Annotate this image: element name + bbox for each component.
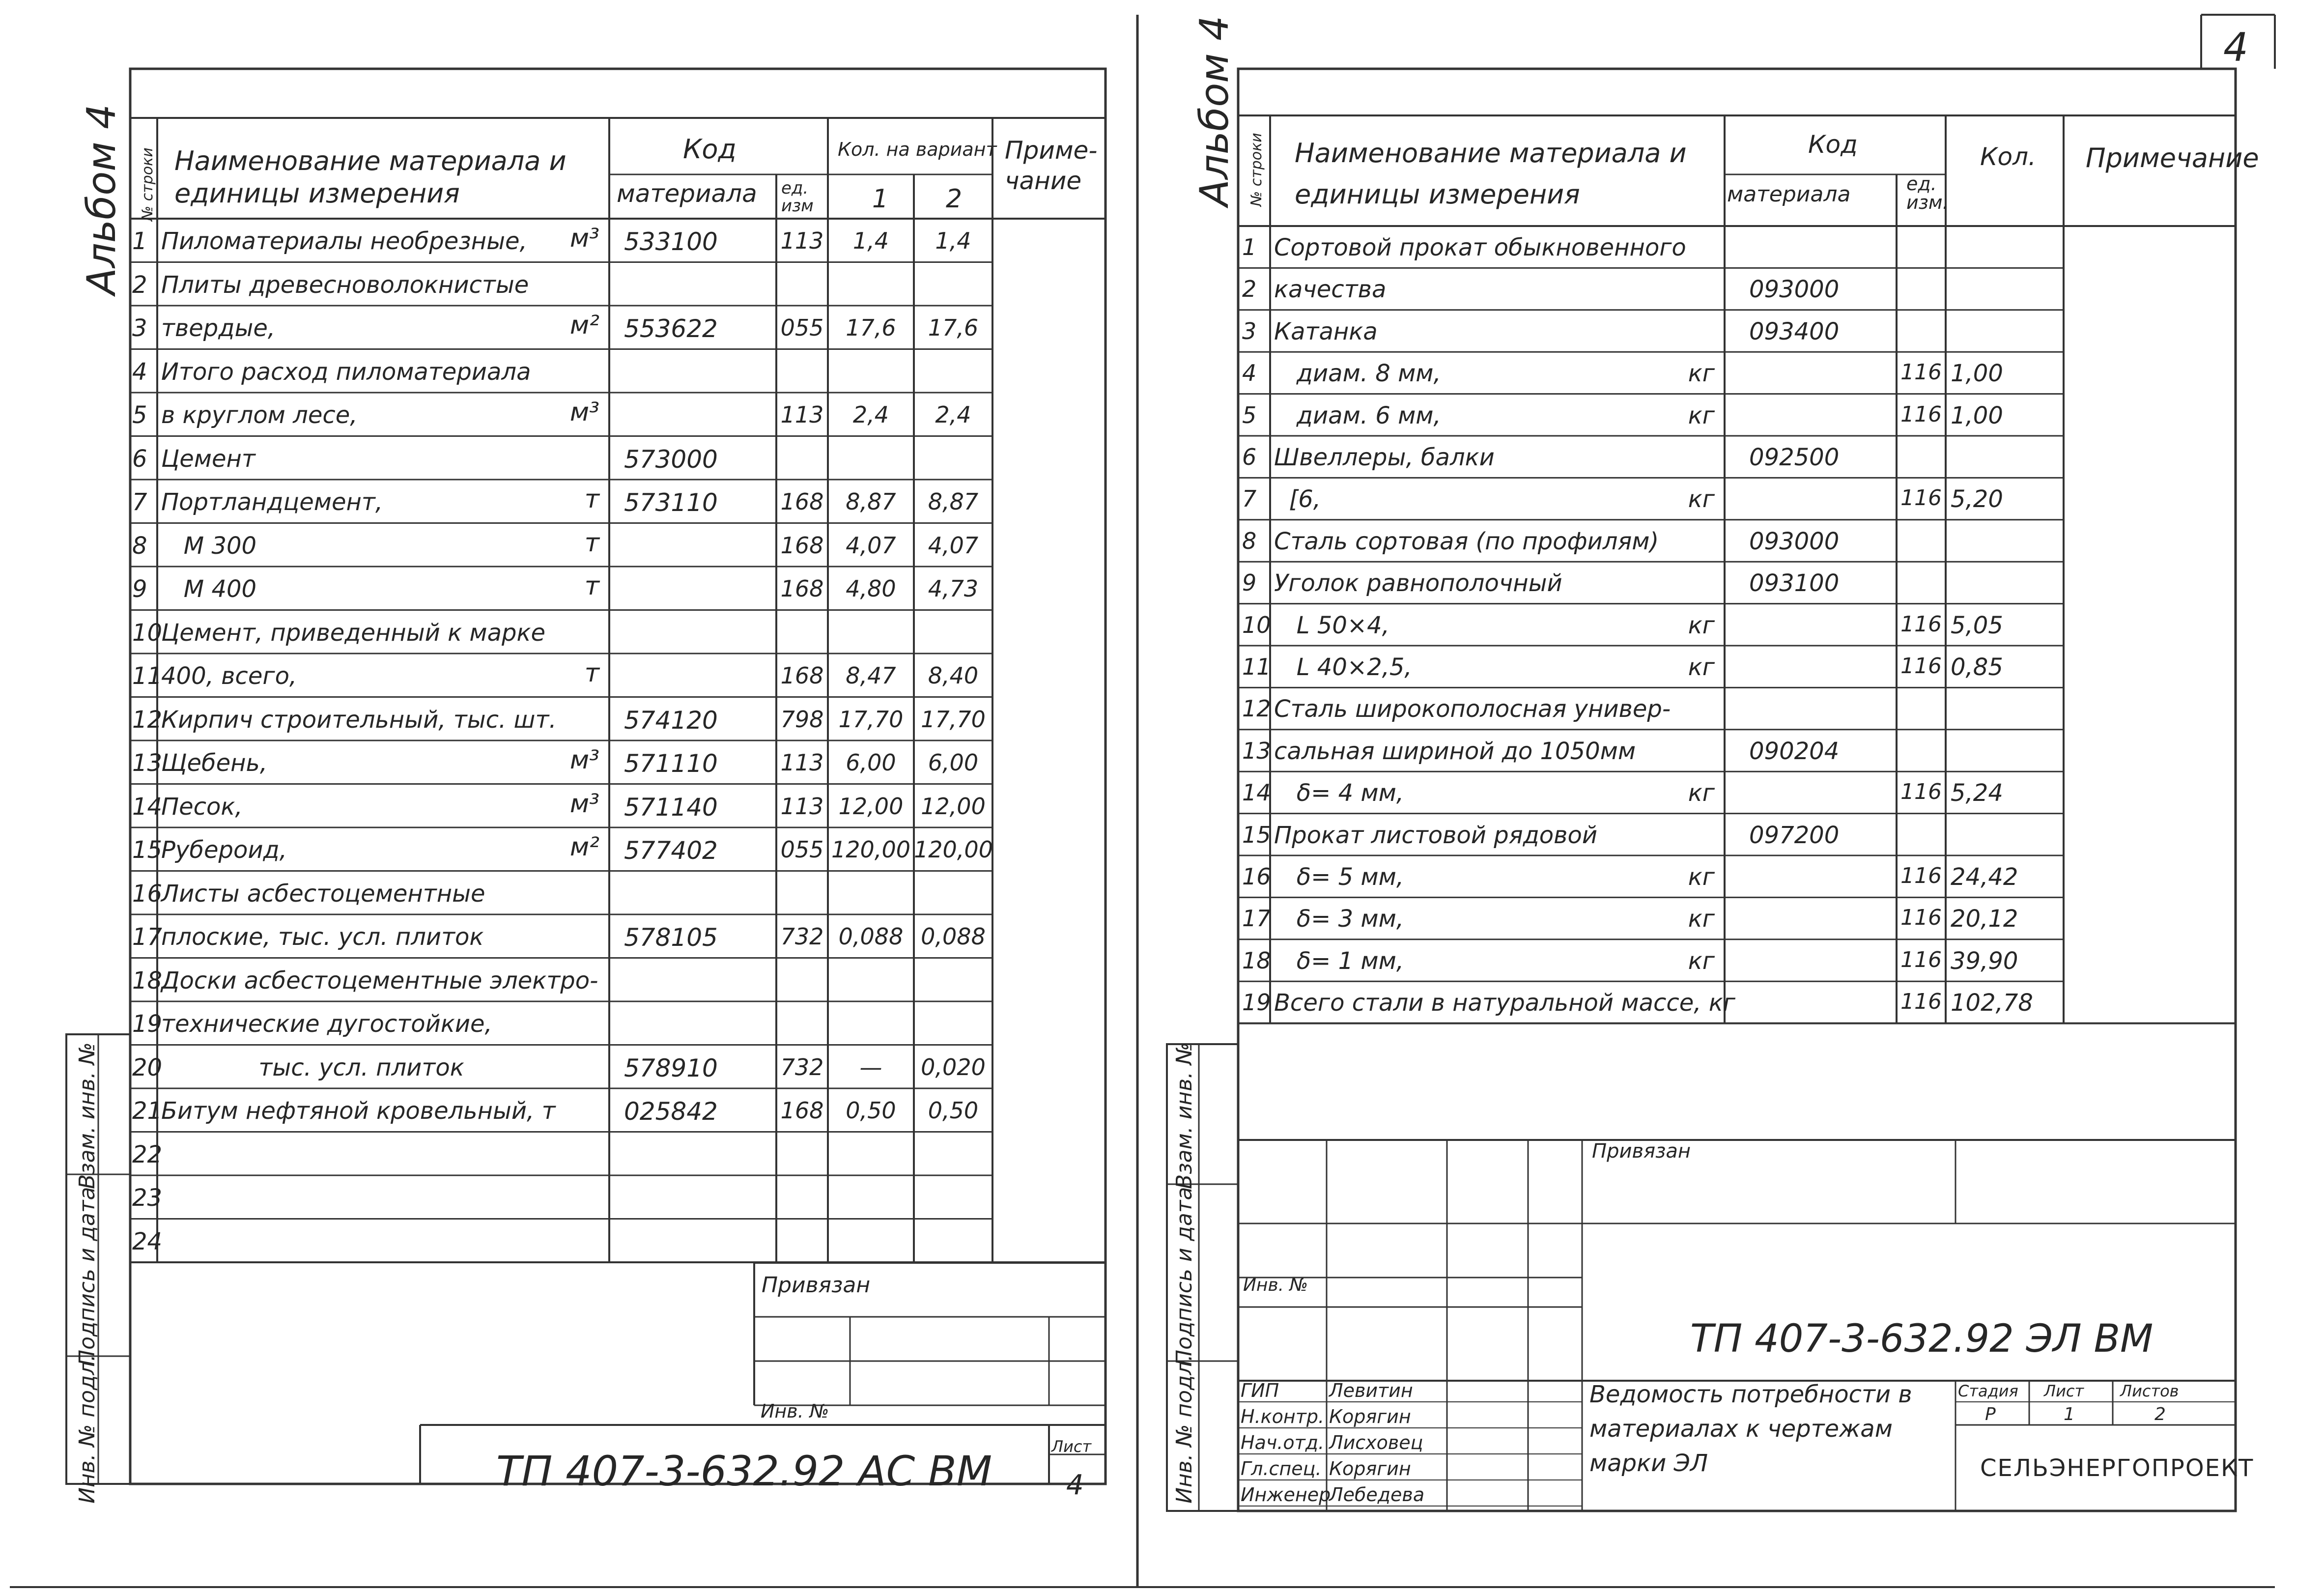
qty-var2: 8,40 <box>928 662 979 689</box>
material-code: 097200 <box>1749 821 1840 849</box>
material-name: диам. 8 мм, <box>1274 360 1441 388</box>
material-name: Цемент <box>161 445 255 473</box>
material-unit: кг <box>1688 779 1715 807</box>
qty-value: 1,00 <box>1951 401 2003 429</box>
material-name: Прокат листовой рядовой <box>1274 821 1598 849</box>
row-number: 9 <box>1242 569 1257 597</box>
stamp-sheet: 1 <box>2064 1404 2075 1424</box>
qty-value: 39,90 <box>1951 947 2018 975</box>
unit-code: 168 <box>780 662 824 689</box>
unit-code: 116 <box>1900 863 1942 888</box>
stamp-privyazan: Привязан <box>762 1273 871 1298</box>
stamp-role: ГИП <box>1241 1380 1279 1401</box>
material-name: качества <box>1274 276 1387 304</box>
header-qty: Кол. на вариант <box>838 139 997 160</box>
row-number: 17 <box>132 923 163 951</box>
row-number: 9 <box>132 575 147 603</box>
row-number: 3 <box>1242 317 1257 344</box>
row-number: 23 <box>132 1184 163 1212</box>
material-name: L 50×4, <box>1274 611 1389 639</box>
material-unit: кг <box>1688 611 1715 639</box>
qty-var1: 8,47 <box>846 662 896 689</box>
qty-var1: 120,00 <box>831 836 910 863</box>
header-var1: 1 <box>872 184 889 214</box>
material-name: Итого расход пиломатериала <box>161 358 531 386</box>
header-note: Приме- чание <box>1005 136 1098 195</box>
unit-code: 055 <box>780 836 824 863</box>
material-name: Доски асбестоцементные электро- <box>161 967 598 995</box>
document-code: ТП 407-3-632.92 АС ВМ <box>496 1447 992 1495</box>
row-number: 12 <box>132 706 163 734</box>
row-number: 18 <box>1242 947 1271 974</box>
unit-code: 055 <box>780 314 824 341</box>
material-unit: м³ <box>569 224 599 253</box>
qty-var2: 2,4 <box>935 401 971 428</box>
row-number: 10 <box>1242 611 1271 638</box>
header-code-material: материала <box>1727 182 1851 207</box>
qty-var2: 0,088 <box>921 923 986 950</box>
stamp-role: Инженер <box>1241 1484 1331 1506</box>
material-name: Сталь широкополосная универ- <box>1274 695 1671 723</box>
material-code: 571110 <box>624 749 718 778</box>
material-name: Песок, <box>161 793 243 821</box>
header-name: Наименование материала и единицы измерения <box>1295 138 1687 210</box>
unit-code: 168 <box>780 532 824 559</box>
stamp-name: Левитин <box>1329 1380 1413 1401</box>
material-unit: м³ <box>569 398 599 427</box>
row-number: 16 <box>132 880 163 908</box>
material-name: δ= 3 мм, <box>1274 905 1404 933</box>
material-name: Пиломатериалы необрезные, <box>161 227 527 255</box>
row-number: 8 <box>132 532 147 560</box>
qty-var2: 8,87 <box>928 488 979 515</box>
header-code: Код <box>1808 130 1858 159</box>
qty-value: 5,24 <box>1951 779 2003 807</box>
unit-code: 116 <box>1900 905 1942 931</box>
row-number: 11 <box>1242 654 1271 680</box>
qty-var2: 0,50 <box>928 1097 979 1124</box>
material-code: 093100 <box>1749 569 1840 597</box>
qty-var1: 12,00 <box>838 793 904 820</box>
qty-var2: 0,020 <box>921 1053 986 1080</box>
stamp-name: Корягин <box>1329 1406 1411 1427</box>
qty-var1: 17,6 <box>846 314 896 341</box>
stamp-sheet-label: Лист <box>1051 1437 1092 1456</box>
row-number: 12 <box>1242 695 1271 722</box>
header-qty: Кол. <box>1980 142 2036 171</box>
material-name: твердые, <box>161 314 276 342</box>
unit-code: 116 <box>1900 989 1942 1015</box>
material-name: δ= 4 мм, <box>1274 779 1404 807</box>
stamp-sheet-label: Лист <box>2044 1382 2084 1400</box>
stamp-inv: Инв. № <box>761 1400 829 1422</box>
material-name: δ= 5 мм, <box>1274 863 1404 891</box>
material-unit: кг <box>1688 485 1715 513</box>
material-code: 573110 <box>624 488 718 517</box>
qty-value: 5,20 <box>1951 485 2003 513</box>
header-code-unit: ед. изм <box>781 178 814 216</box>
material-name: Сталь сортовая (по профилям) <box>1274 527 1659 555</box>
unit-code: 798 <box>780 706 824 733</box>
material-name: технические дугостойкие, <box>161 1010 492 1038</box>
material-code: 578910 <box>624 1053 718 1082</box>
qty-var1: 0,088 <box>838 923 904 950</box>
stamp-stage: Р <box>1985 1404 1996 1424</box>
unit-code: 168 <box>780 1097 824 1124</box>
material-name: Плиты древесноволокнистые <box>161 271 529 299</box>
material-name: сальная шириной до 1050мм <box>1274 737 1636 765</box>
material-name: Листы асбестоцементные <box>161 880 485 908</box>
row-number: 5 <box>1242 401 1257 428</box>
row-number: 16 <box>1242 863 1271 890</box>
side-label-inv-podl: Инв. № подл. <box>75 1354 100 1504</box>
material-unit: кг <box>1688 947 1715 975</box>
material-name: в круглом лесе, <box>161 401 358 429</box>
qty-var2: 12,00 <box>921 793 986 820</box>
unit-code: 116 <box>1900 654 1942 679</box>
material-name: Портландцемент, <box>161 488 383 516</box>
stamp-role: Нач.отд. <box>1241 1432 1325 1453</box>
header-code: Код <box>683 134 737 165</box>
stamp-sheets: 2 <box>2154 1404 2166 1424</box>
document-code: ТП 407-3-632.92 ЭЛ ВМ <box>1690 1317 2154 1361</box>
unit-code: 113 <box>780 793 824 820</box>
qty-var1: 0,50 <box>846 1097 896 1124</box>
material-name: М 300 <box>161 532 257 560</box>
material-name: [6, <box>1274 485 1321 513</box>
side-label-inv-podl: Инв. № подл. <box>1172 1354 1197 1504</box>
material-name: Кирпич строительный, тыс. шт. <box>161 706 557 734</box>
row-number: 19 <box>132 1010 163 1038</box>
stamp-name: Лебедева <box>1329 1484 1425 1506</box>
unit-code: 113 <box>780 749 824 776</box>
row-number: 2 <box>132 271 147 299</box>
material-code: 571140 <box>624 793 718 822</box>
material-code: 093000 <box>1749 276 1840 304</box>
material-code: 578105 <box>624 923 718 952</box>
row-number: 1 <box>1242 234 1257 260</box>
qty-var2: 17,70 <box>921 706 986 733</box>
material-code: 574120 <box>624 706 718 735</box>
row-number: 15 <box>132 836 163 864</box>
album-label: Альбом 4 <box>79 104 124 295</box>
material-name: Щебень, <box>161 749 268 777</box>
qty-value: 1,00 <box>1951 360 2003 388</box>
row-number: 1 <box>132 227 147 255</box>
material-name: Битум нефтяной кровельный, т <box>161 1097 556 1125</box>
material-code: 093400 <box>1749 317 1840 345</box>
row-number: 13 <box>132 749 163 777</box>
row-number: 20 <box>132 1053 163 1081</box>
row-number: 11 <box>132 662 163 690</box>
side-label-vzam: Взам. инв. № <box>75 1042 100 1189</box>
material-name: Рубероид, <box>161 836 287 864</box>
material-unit: кг <box>1688 654 1715 681</box>
qty-var2: 4,07 <box>928 532 979 559</box>
row-number: 18 <box>132 967 163 995</box>
material-name: Швеллеры, балки <box>1274 444 1495 471</box>
material-code: 533100 <box>624 227 718 256</box>
qty-var1: 2,4 <box>852 401 889 428</box>
row-number: 19 <box>1242 989 1271 1016</box>
material-code: 025842 <box>624 1097 718 1126</box>
row-number: 7 <box>132 488 147 516</box>
material-code: 092500 <box>1749 444 1840 471</box>
material-name: Всего стали в натуральной массе, кг <box>1274 989 1736 1017</box>
material-unit: кг <box>1688 401 1715 429</box>
qty-var2: 120,00 <box>914 836 993 863</box>
material-code: 577402 <box>624 836 718 865</box>
material-unit: кг <box>1688 360 1715 388</box>
qty-var2: 6,00 <box>928 749 979 776</box>
row-number: 14 <box>132 793 163 821</box>
qty-var2: 1,4 <box>935 227 971 254</box>
material-name: L 40×2,5, <box>1274 654 1412 681</box>
row-number: 5 <box>132 401 147 429</box>
side-label-vzam: Взам. инв. № <box>1172 1042 1197 1189</box>
row-number: 24 <box>132 1227 163 1255</box>
qty-value: 24,42 <box>1951 863 2018 891</box>
qty-value: 5,05 <box>1951 611 2003 639</box>
row-number: 8 <box>1242 527 1257 554</box>
material-unit: т <box>584 484 599 514</box>
row-number: 6 <box>1242 444 1257 470</box>
qty-var1: 4,07 <box>846 532 896 559</box>
unit-code: 116 <box>1900 611 1942 637</box>
unit-code: 168 <box>780 575 824 602</box>
unit-code: 168 <box>780 488 824 515</box>
material-code: 553622 <box>624 314 718 343</box>
material-code: 573000 <box>624 445 718 474</box>
row-number: 2 <box>1242 276 1257 303</box>
row-number: 17 <box>1242 905 1271 932</box>
stamp-name: Лисховец <box>1329 1432 1423 1453</box>
row-number: 15 <box>1242 821 1271 848</box>
qty-value: 0,85 <box>1951 654 2003 681</box>
qty-var1: — <box>859 1053 882 1080</box>
row-number: 10 <box>132 619 163 647</box>
stamp-sheets-label: Листов <box>2120 1382 2179 1400</box>
material-unit: м³ <box>569 745 599 775</box>
unit-code: 732 <box>780 923 824 950</box>
material-name: М 400 <box>161 575 257 603</box>
material-unit: м³ <box>569 789 599 819</box>
stamp-privyazan: Привязан <box>1592 1140 1691 1163</box>
qty-var1: 8,87 <box>846 488 896 515</box>
qty-var1: 1,4 <box>852 227 889 254</box>
material-name: диам. 6 мм, <box>1274 401 1441 429</box>
material-name: Уголок равнополочный <box>1274 569 1562 597</box>
qty-var2: 4,73 <box>928 575 979 602</box>
material-name: 400, всего, <box>161 662 297 690</box>
material-unit: т <box>584 528 599 558</box>
header-var2: 2 <box>946 184 963 214</box>
material-unit: т <box>584 658 599 688</box>
stamp-title-1: Ведомость потребности в <box>1589 1381 1912 1408</box>
material-unit: кг <box>1688 863 1715 891</box>
stamp-inv: Инв. № <box>1243 1275 1308 1295</box>
qty-var1: 4,80 <box>846 575 896 602</box>
material-name: δ= 1 мм, <box>1274 947 1404 975</box>
material-name: Катанка <box>1274 317 1378 345</box>
material-unit: м² <box>569 832 599 862</box>
header-code-unit: ед. изм. <box>1906 173 1949 213</box>
organization: СЕЛЬЭНЕРГОПРОЕКТ <box>1980 1454 2254 1482</box>
header-row-no: № строки <box>1248 133 1265 206</box>
unit-code: 116 <box>1900 947 1942 972</box>
material-code: 090204 <box>1749 737 1840 765</box>
unit-code: 116 <box>1900 401 1942 427</box>
header-code-material: материала <box>617 179 757 208</box>
unit-code: 732 <box>780 1053 824 1080</box>
unit-code: 116 <box>1900 779 1942 805</box>
page-number: 4 <box>2223 25 2248 70</box>
qty-value: 102,78 <box>1951 989 2033 1017</box>
row-number: 6 <box>132 445 147 473</box>
stamp-stage-label: Стадия <box>1958 1382 2018 1400</box>
qty-var1: 17,70 <box>838 706 904 733</box>
stamp-title-3: марки ЭЛ <box>1589 1450 1708 1477</box>
stamp-title-2: материалах к чертежам <box>1589 1415 1893 1443</box>
material-name: тыс. усл. плиток <box>161 1053 464 1081</box>
header-row-no: № строки <box>139 147 156 221</box>
unit-code: 116 <box>1900 485 1942 511</box>
row-number: 4 <box>132 358 147 386</box>
stamp-sheet-no: 4 <box>1066 1469 1084 1501</box>
material-name: Цемент, приведенный к марке <box>161 619 545 647</box>
material-unit: т <box>584 571 599 601</box>
header-note: Примечание <box>2086 142 2259 173</box>
row-number: 7 <box>1242 485 1257 512</box>
header-name: Наименование материала и единицы измерения <box>174 145 567 209</box>
unit-code: 113 <box>780 401 824 428</box>
qty-var2: 17,6 <box>928 314 979 341</box>
material-unit: кг <box>1688 905 1715 933</box>
material-name: Сортовой прокат обыкновенного <box>1274 234 1686 261</box>
unit-code: 116 <box>1900 360 1942 385</box>
stamp-role: Гл.спец. <box>1241 1458 1322 1479</box>
unit-code: 113 <box>780 227 824 254</box>
stamp-name: Корягин <box>1329 1458 1411 1479</box>
row-number: 4 <box>1242 360 1257 387</box>
material-unit: м² <box>569 311 599 340</box>
qty-var1: 6,00 <box>846 749 896 776</box>
row-number: 22 <box>132 1140 163 1168</box>
material-name: плоские, тыс. усл. плиток <box>161 923 484 951</box>
row-number: 21 <box>132 1097 163 1125</box>
side-label-podpis: Подпись и дата <box>1172 1187 1197 1366</box>
stamp-role: Н.контр. <box>1241 1406 1325 1427</box>
album-label: Альбом 4 <box>1191 16 1237 206</box>
qty-value: 20,12 <box>1951 905 2018 933</box>
row-number: 14 <box>1242 779 1271 806</box>
row-number: 3 <box>132 314 147 342</box>
row-number: 13 <box>1242 737 1271 764</box>
material-code: 093000 <box>1749 527 1840 555</box>
side-label-podpis: Подпись и дата <box>75 1187 100 1366</box>
